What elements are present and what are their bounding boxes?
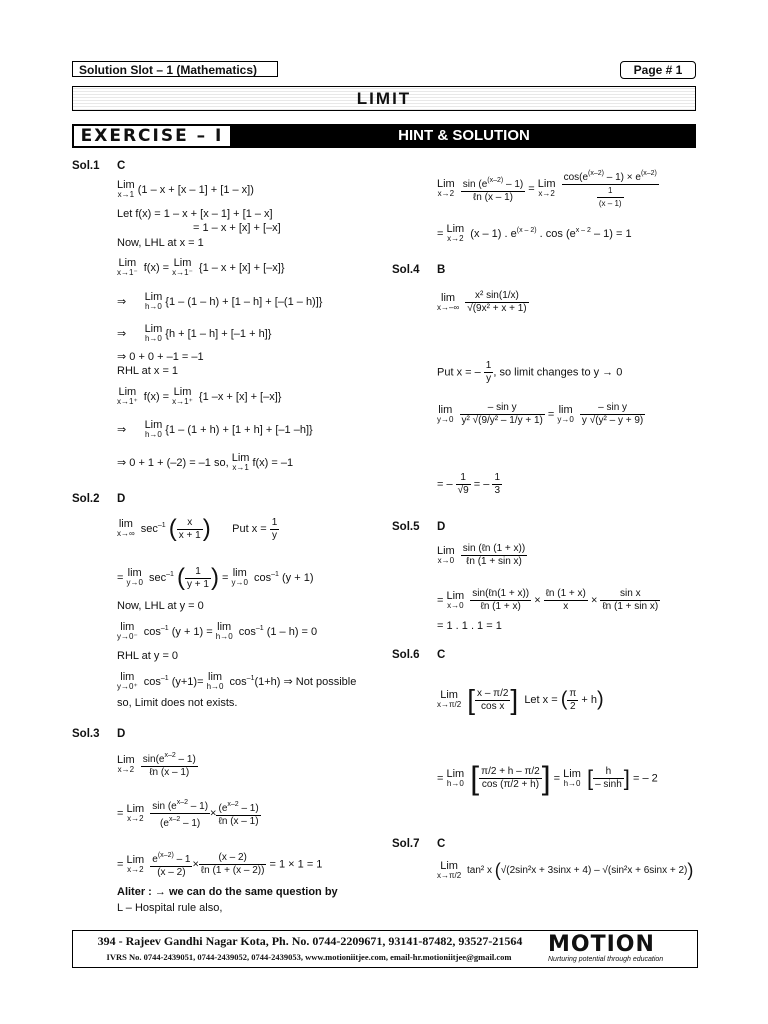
sol5-line3: = 1 . 1 . 1 = 1 xyxy=(437,620,502,632)
sol1-line11: ⇒ Lim h→0 {1 – (1 + h) + [1 + h] + [–1 –h]} xyxy=(117,419,313,439)
sol2-line1: lim x→∞ $\sec^{-1}$ ( $\frac{x}{x + 1}$ ) Put x = $\frac{1}{y}$ xyxy=(117,515,278,542)
sol3-line3: = Lim x→2 $\frac{e^{(x-2)} - 1}{(x - 2)}$ × $\frac{(x - 2)}{\text{ℓn (1 + (x – 2))}}$ = 1 × 1 = 1 xyxy=(117,852,323,878)
sol4-line2: Put x = – $\frac{1}{y}$ , so limit changes to y → 0 xyxy=(437,360,623,384)
sol3-aliter-2: L – Hospital rule also, xyxy=(117,902,223,914)
sol1-line1: Lim x→1 (1 – x + [x – 1] + [1 – x]) xyxy=(117,179,254,199)
sol4-line3: lim y→0 $\frac{\text{– sin y}}{\text{y² √(9/y² – 1/y + 1)}}$ = lim y→0 $\frac{\text{– sin y}}{\text{y √(y² – y + 9)}}$ xyxy=(437,402,644,426)
logo-tagline: Nurturing potential through education xyxy=(548,956,664,963)
sol5-line1: Lim x→0 $\frac{\text{sin (ℓn (1 + x))}}{\text{ℓn (1 + sin x)}}$ xyxy=(437,543,526,567)
sol3-line2: = Lim x→2 $\frac{\sin (e^{x-2} - 1)}{(e^{x-2} - 1)}$ × $\frac{(e^{x-2} - 1)}{\text{ℓn (x – 1)}}$ xyxy=(117,799,259,829)
hint-solution-bar: HINT & SOLUTION xyxy=(232,124,696,148)
motion-logo xyxy=(548,934,694,966)
sol1-line10: Lim x→1⁺ f(x) = Lim x→1⁺ {1 –x + [x] + [–x]} xyxy=(117,386,282,406)
sol1-line12: ⇒ 0 + 1 + (–2) = –1 so, Lim x→1 f(x) = –1 xyxy=(117,452,294,472)
sol2-answer: D xyxy=(117,493,126,505)
sol7-answer: C xyxy=(437,838,446,850)
sol2-line4: lim y→0⁻ $\cos^{-1} (y + 1)$ = lim h→0 $\cos^{-1} (1 - h) = 0$ xyxy=(117,621,318,641)
sol7-label: Sol.7 xyxy=(392,838,420,850)
exercise-label: EXERCISE – I xyxy=(72,124,232,148)
page-number: Page # 1 xyxy=(620,61,696,79)
sol1-line7: ⇒ Lim h→0 {h + [1 – h] + [–1 + h]} xyxy=(117,323,272,343)
sol6-line2: = Lim h→0 [ $\frac{\pi/2 + h - \pi/2}{\cos (\pi/2 + h)}$ ] = Lim h→0 [ $\frac{h}{- \sinh}$ ] = – 2 xyxy=(437,760,658,796)
sol1-line2: Let f(x) = 1 – x + [x – 1] + [1 – x] xyxy=(117,208,273,220)
sol4-line1: lim x→–∞ $\frac{\text{x² sin(1/x)}}{\text{√(9x² + x + 1)}}$ xyxy=(437,290,527,314)
sol7-line1: Lim x→π/2 tan² x (√(2sin²x + 3sinx + 4) – √(sin²x + 6sinx + 2)) xyxy=(437,859,694,880)
sol3-line1: Lim x→2 $\frac{\sin(e^{x-2} - 1)}{\text{ℓn (x – 1)}}$ xyxy=(117,752,196,778)
sol3-cont-line2: = Lim x→2 (x – 1) . $e^{(x - 2)}$ . $\cos (e^{x - 2} - 1) = 1$ xyxy=(437,223,632,243)
sol5-answer: D xyxy=(437,521,446,533)
sol6-label: Sol.6 xyxy=(392,649,420,661)
sol3-label: Sol.3 xyxy=(72,728,100,740)
sol2-line6: lim y→0⁺ $\cos^{-1} (y+1)=$ lim h→0 $\cos^{-1}(1+h)$ ⇒ Not possible xyxy=(117,671,357,691)
sol2-line2: = lim y→0 $\sec^{-1}$ ( $\frac{1}{y + 1}$ ) = lim y→0 $\cos^{-1} (y + 1)$ xyxy=(117,564,314,591)
footer-address: 394 - Rajeev Gandhi Nagar Kota, Ph. No. 0744-2209671, 93141-87482, 93527-21564 xyxy=(97,934,523,948)
sol4-line4: = – $\frac{1}{√9}$ = – $\frac{1}{3}$ xyxy=(437,472,501,496)
sol2-line5: RHL at y = 0 xyxy=(117,650,179,662)
sol1-line4: Now, LHL at x = 1 xyxy=(117,237,204,249)
sol1-line9: RHL at x = 1 xyxy=(117,365,179,377)
sol3-answer: D xyxy=(117,728,126,740)
sol2-line3: Now, LHL at y = 0 xyxy=(117,600,204,612)
sol1-label: Sol.1 xyxy=(72,160,100,172)
sol5-line2: = Lim x→0 $\frac{\text{sin(ℓn(1 + x))}}{\text{ℓn (1 + x)}}$ × $\frac{\text{ℓn (1 + x)}}{x}$ × $\frac{\text{sin x}}{\text{ℓn (1 + sin x)}}$ xyxy=(437,588,659,612)
logo-wordmark: MOTION xyxy=(548,932,655,957)
sol1-line6: ⇒ Lim h→0 {1 – (1 – h) + [1 – h] + [–(1 – h)]} xyxy=(117,291,323,311)
footer-contact: IVRS No. 0744-2439051, 0744-2439052, 0744-2439053, www.motioniitjee.com, email-hr.motioniitjee@gmail.com xyxy=(106,952,512,962)
page-title: LIMIT xyxy=(72,86,696,111)
sol4-label: Sol.4 xyxy=(392,264,420,276)
sol1-line8: ⇒ 0 + 0 + –1 = –1 xyxy=(117,351,204,363)
sol2-label: Sol.2 xyxy=(72,493,100,505)
sol5-label: Sol.5 xyxy=(392,521,420,533)
sol1-line3: = 1 – x + [x] + [–x] xyxy=(193,222,281,234)
sol1-answer: C xyxy=(117,160,126,172)
slot-label: Solution Slot – 1 (Mathematics) xyxy=(72,61,278,77)
sol1-line5: Lim x→1⁻ f(x) = Lim x→1⁻ {1 – x + [x] + [–x]} xyxy=(117,257,285,277)
sol4-answer: B xyxy=(437,264,446,276)
sol3-aliter: Aliter : → we can do the same question by xyxy=(117,886,338,898)
sol3-cont-line1: Lim x→2 $\frac{\sin (e^{(x-2)} - 1)}{\text{ℓn (x – 1)}}$ = Lim x→2 $\frac{\cos(e^{(x-2)} - 1) \times e^{(x-2)}}{\frac{1}{(x - 1)}}$ xyxy=(437,170,657,208)
sol6-line1: Lim x→π/2 [ $\frac{x - \pi/2}{\text{cos x}}$ ] Let x = ( $\frac{\pi}{2}$ + h) xyxy=(437,684,604,715)
sol6-answer: C xyxy=(437,649,446,661)
sol2-line7: so, Limit does not exists. xyxy=(117,697,238,709)
